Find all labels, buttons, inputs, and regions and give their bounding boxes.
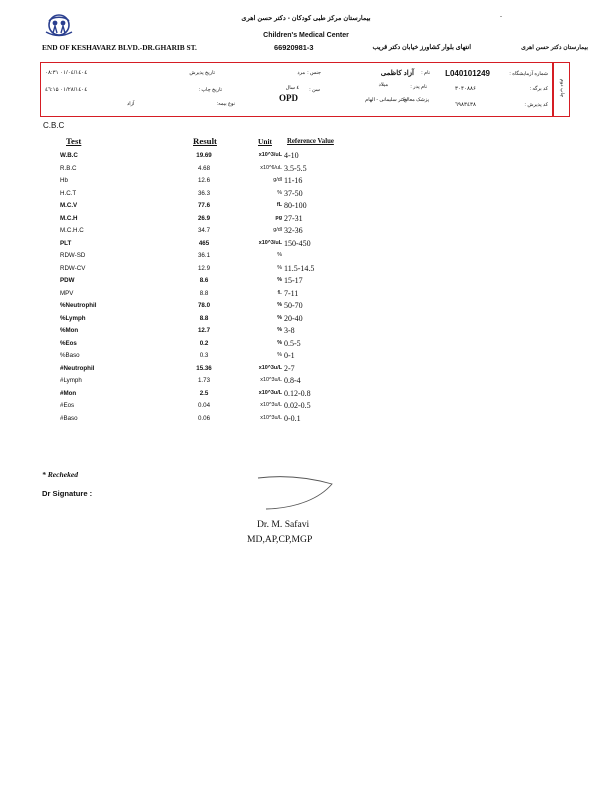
result-value: 0.06 xyxy=(197,414,211,422)
test-name: M.C.H xyxy=(60,214,78,222)
result-row xyxy=(0,177,612,190)
result-value: 465 xyxy=(198,239,210,247)
result-value: 8.6 xyxy=(199,277,209,284)
reference-range: 20-40 xyxy=(284,313,303,323)
doctor-label: پزشک معالج: xyxy=(402,97,429,103)
result-row xyxy=(0,265,612,278)
patient-name: آزاد کاظمی xyxy=(380,70,414,77)
father-label: نام پدر : xyxy=(410,84,427,90)
test-name: M.C.V xyxy=(60,202,78,209)
unit-value: x10^3u/L xyxy=(260,414,282,421)
result-row xyxy=(0,352,612,365)
insurance-label: نوع بیمه: xyxy=(216,101,235,107)
test-name: %Neutrophil xyxy=(60,302,97,309)
reference-range: 0.8-4 xyxy=(284,376,301,385)
print-date: ۱٤۰٤/۰۱/۲۸ ۱۵:٤٦ xyxy=(45,87,88,93)
result-value: 36.3 xyxy=(197,189,211,197)
test-name: %Mon xyxy=(60,327,79,334)
hospital-name-fa: بیمارستان مرکز طبی کودکان - دکتر حسن اهری xyxy=(241,15,371,22)
unit-value: x10^3u/L xyxy=(260,402,282,408)
gender-value: مرد xyxy=(297,70,305,76)
unit-value: g/dl xyxy=(273,177,282,183)
test-name: #Baso xyxy=(60,414,78,422)
result-value: 77.6 xyxy=(197,202,211,209)
result-value: 12.6 xyxy=(197,177,211,184)
reference-range: 4-10 xyxy=(284,151,299,160)
hospital-short-fa: بیمارستان دکتر حسن اهری xyxy=(521,45,588,51)
col-header-result: Result xyxy=(193,136,217,146)
unit-value: fL xyxy=(276,202,282,208)
print-copy-tag-label: چاپ دوم xyxy=(559,78,565,98)
test-name: %Eos xyxy=(60,339,77,347)
reference-range: 50-70 xyxy=(284,301,303,310)
result-row xyxy=(0,290,612,303)
result-row xyxy=(0,340,612,353)
result-row xyxy=(0,215,612,228)
test-name: MPV xyxy=(60,289,74,297)
unit-value: % xyxy=(277,252,282,258)
doctor-name: Dr. M. Safavi xyxy=(257,519,310,530)
doctor-degrees: MD,AP,CP,MGP xyxy=(247,534,313,545)
lab-no-label: شماره آزمایشگاه : xyxy=(509,71,548,77)
phone-number: 66920981-3 xyxy=(274,43,314,52)
result-value: 36.1 xyxy=(197,252,211,259)
result-value: 0.04 xyxy=(197,402,211,409)
signature-label: Dr Signature : xyxy=(42,489,93,498)
reference-range: 0.5-5 xyxy=(284,338,301,348)
result-row xyxy=(0,315,612,328)
test-name: R.B.C xyxy=(60,164,77,172)
admission-date: ۱٤۰٤/۰۱/۰٤ ۰۸:۳۱ xyxy=(45,70,88,76)
unit-value: x10^3u/L xyxy=(258,364,282,371)
insurance-value: آزاد xyxy=(127,101,135,107)
test-name: PDW xyxy=(60,277,75,284)
test-name: RDW-SD xyxy=(60,252,86,259)
test-name: #Neutrophil xyxy=(60,364,95,372)
result-value: 19.69 xyxy=(196,152,212,159)
result-row xyxy=(0,202,612,215)
father-value: میلاد xyxy=(378,82,388,88)
result-value: 0.2 xyxy=(199,339,209,347)
print-date-label: تاریخ چاپ : xyxy=(198,87,222,93)
result-value: 26.9 xyxy=(197,214,211,222)
unit-value: % xyxy=(277,189,282,196)
test-name: H.C.T xyxy=(60,189,77,197)
address-en: END OF KESHAVARZ BLVD.-DR.GHARIB ST. xyxy=(42,43,197,52)
unit-value: % xyxy=(277,314,282,321)
result-row xyxy=(0,327,612,340)
hospital-name-en: Children's Medical Center xyxy=(263,32,349,39)
name-label: نام : xyxy=(421,70,430,76)
result-value: 78.0 xyxy=(197,302,211,309)
col-header-test: Test xyxy=(66,136,82,146)
result-row xyxy=(0,365,612,378)
reference-range: 7-11 xyxy=(284,288,299,298)
doctor-value: دکتر سلیمانی - الهام xyxy=(365,97,407,103)
test-name: %Lymph xyxy=(60,314,86,322)
unit-value: x10^6/uL xyxy=(260,164,282,171)
result-value: 8.8 xyxy=(199,289,209,297)
test-name: %Baso xyxy=(60,352,80,359)
unit-value: x10^3/uL xyxy=(258,239,282,246)
age-label: سن : xyxy=(309,87,320,93)
test-name: RDW-CV xyxy=(60,264,86,272)
unit-value: fL xyxy=(277,289,282,296)
unit-value: pg xyxy=(275,214,282,221)
reference-range: 11-16 xyxy=(284,176,303,185)
recheck-note: * Recheked xyxy=(42,470,79,479)
reception-code-label: کد پذیرش : xyxy=(524,102,548,108)
test-name: #Mon xyxy=(60,389,77,397)
result-row xyxy=(0,277,612,290)
result-value: 12.7 xyxy=(197,327,211,334)
reference-range: 15-17 xyxy=(284,276,303,285)
top-right-mark: - xyxy=(500,14,502,20)
unit-value: % xyxy=(277,264,282,271)
result-value: 15.36 xyxy=(196,364,212,372)
col-header-reference: Reference Value xyxy=(287,138,334,145)
col-header-unit: Unit xyxy=(258,137,272,146)
reference-range: 3-8 xyxy=(284,326,295,335)
file-no-label: کد برگه : xyxy=(529,86,548,92)
unit-value: g/dl xyxy=(273,227,282,233)
reference-range: 0.02-0.5 xyxy=(284,401,311,410)
file-no-value: ۳۰۴۰۸۸۶ xyxy=(454,86,476,92)
result-row xyxy=(0,415,612,428)
result-value: 2.5 xyxy=(199,389,209,397)
gender-label: جنس : xyxy=(307,70,321,76)
result-row xyxy=(0,165,612,178)
test-name: M.C.H.C xyxy=(60,227,84,234)
test-name: PLT xyxy=(60,239,72,247)
reference-range: 32-36 xyxy=(284,226,303,235)
unit-value: % xyxy=(277,352,282,358)
print-copy-tag xyxy=(553,62,570,117)
reference-range: 3.5-5.5 xyxy=(284,163,307,173)
result-row xyxy=(0,302,612,315)
reference-range: 150-450 xyxy=(284,238,311,248)
test-name: #Eos xyxy=(60,402,75,409)
admission-date-label: تاریخ پذیرش xyxy=(189,70,215,76)
age-value: ٤ سال xyxy=(285,85,299,91)
reference-range: 27-31 xyxy=(284,213,303,223)
reference-range: 11.5-14.5 xyxy=(284,263,315,273)
unit-value: % xyxy=(277,339,282,346)
lab-no-value: L040101249 xyxy=(445,69,490,78)
reference-range: 0-0.1 xyxy=(284,413,301,423)
reference-range: 0-1 xyxy=(284,351,295,360)
reference-range: 80-100 xyxy=(284,201,307,210)
test-name: W.B.C xyxy=(60,152,78,159)
ward-value: OPD xyxy=(279,93,298,103)
result-row xyxy=(0,402,612,415)
result-value: 4.68 xyxy=(197,164,211,172)
unit-value: x10^3u/L xyxy=(258,389,282,396)
patient-info-box xyxy=(40,62,553,117)
result-row xyxy=(0,240,612,253)
result-value: 8.8 xyxy=(199,314,209,322)
unit-value: % xyxy=(277,327,282,333)
reference-range: 0.12-0.8 xyxy=(284,388,311,398)
reference-range: 37-50 xyxy=(284,188,303,198)
reception-code-value: ٦٩٨٣٤٣٨ xyxy=(454,102,476,108)
result-value: 0.3 xyxy=(199,352,209,359)
unit-value: % xyxy=(277,302,282,308)
unit-value: x10^3/uL xyxy=(258,152,282,158)
test-name: #Lymph xyxy=(60,377,82,384)
doctor-signature-image xyxy=(252,462,336,514)
panel-title: C.B.C xyxy=(43,121,65,130)
result-value: 12.9 xyxy=(197,264,211,272)
reference-range: 2-7 xyxy=(284,363,295,373)
result-value: 34.7 xyxy=(197,227,211,234)
unit-value: x10^3u/L xyxy=(260,377,282,383)
address-fa: انتهای بلوار کشاورز خیابان دکتر قریب xyxy=(372,44,471,51)
result-value: 1.73 xyxy=(197,377,211,384)
test-name: Hb xyxy=(60,177,68,184)
unit-value: % xyxy=(277,277,282,283)
